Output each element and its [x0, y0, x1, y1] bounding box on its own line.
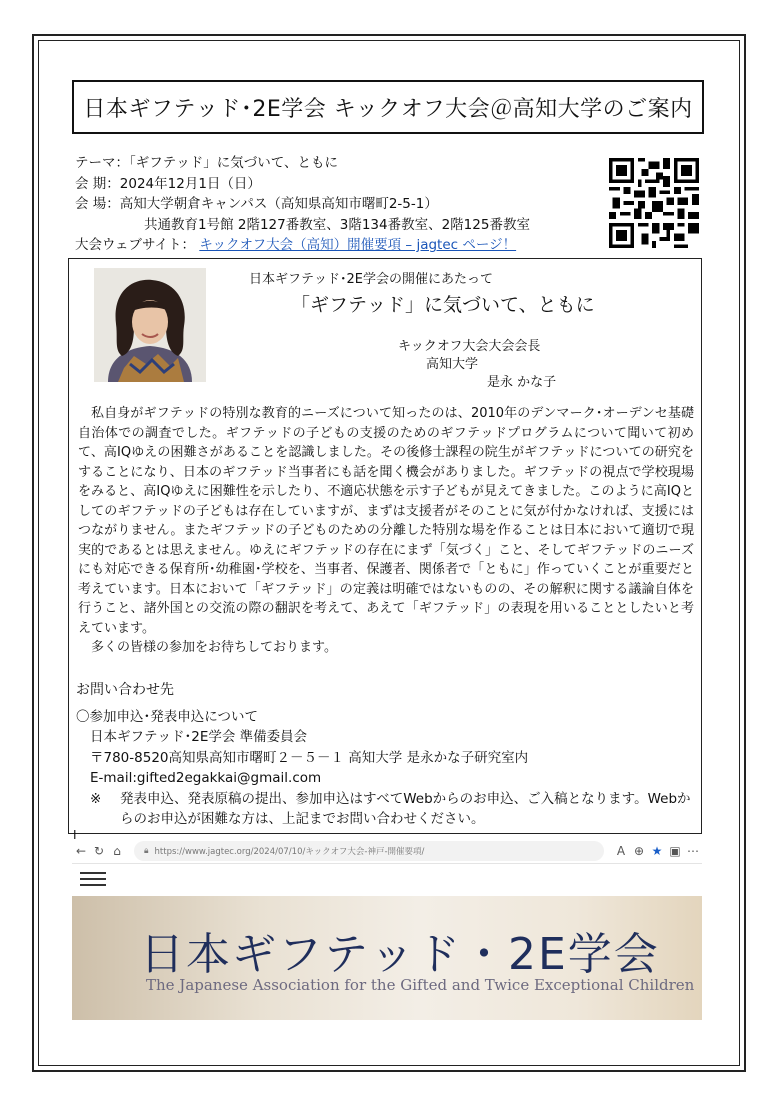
message-paragraph: 多くの皆様の参加をお待ちしております。 — [91, 640, 337, 655]
contact-heading: お問い合わせ先 — [76, 682, 174, 698]
event-info — [75, 153, 530, 256]
portrait-photo — [94, 268, 206, 382]
banner-subtitle: The Japanese Association for the Gifted and Twice Exceptional Children — [146, 976, 695, 994]
contact-section — [76, 680, 696, 830]
collections-icon[interactable]: ▣ — [669, 843, 681, 858]
note-mark: ※ — [90, 790, 102, 807]
contact-organization: 日本ギフテッド･2E学会 準備委員会 — [90, 729, 308, 745]
lock-icon: 🔒︎ — [144, 845, 149, 856]
event-date: 会 期：2024年12月1日（日） — [75, 175, 261, 192]
message-subheading: 日本ギフテッド･2E学会の開催にあたって — [249, 272, 493, 287]
event-website — [75, 235, 530, 256]
address-bar[interactable] — [134, 841, 604, 861]
contact-address: 〒780-8520高知県高知市曙町２－５－１ 高知大学 是永かな子研究室内 — [90, 749, 529, 766]
qr-code[interactable] — [609, 158, 699, 248]
contact-subheading: 〇参加申込･発表申込について — [76, 708, 258, 725]
event-rooms: 共通教育1号館 2階127番教室、3階134番教室、2階125番教室 — [144, 216, 530, 233]
website-label: 大会ウェブサイト： — [75, 237, 196, 253]
message-heading: 「ギフテッド」に気づいて、ともに — [291, 294, 595, 316]
refresh-icon[interactable]: ↻ — [93, 843, 105, 858]
address-url: https://www.jagtec.org/2024/07/10/キックオフ大会-神戸-開催要項/ — [154, 846, 425, 857]
website-link[interactable]: キックオフ大会（高知）開催要項 – jagtec ページ！ — [199, 237, 517, 253]
cursor-mark-icon: I — [73, 828, 77, 842]
note-text: 発表申込、発表原稿の提出、参加申込はすべてWebからのお申込、ご入稿となります。Webからのお申込が困難な方は、上記までお問い合わせください。 — [120, 790, 691, 827]
contact-email[interactable]: E-mail:gifted2egakkai@gmail.com — [90, 770, 322, 786]
zoom-icon[interactable]: ⊕ — [633, 843, 645, 858]
back-arrow-icon[interactable]: ← — [75, 843, 87, 858]
hamburger-menu-icon[interactable] — [80, 872, 106, 886]
event-theme: テーマ：「ギフテッド」に気づいて、ともに — [75, 155, 338, 171]
message-body — [78, 404, 694, 658]
more-menu-icon[interactable]: ⋯ — [687, 843, 699, 858]
banner-title: 日本ギフテッド・2E学会 — [140, 929, 660, 980]
signature-organization: 高知大学 — [426, 357, 479, 372]
signature-role: キックオフ大会大会会長 — [398, 339, 541, 354]
event-venue: 会 場：高知大学朝倉キャンパス（高知県高知市曙町2-5-1） — [75, 196, 438, 212]
browser-toolbar — [72, 838, 702, 864]
home-icon[interactable]: ⌂ — [113, 843, 121, 858]
read-aloud-icon[interactable]: A — [616, 843, 626, 858]
document-title: 日本ギフテッド･2E学会 キックオフ大会＠高知大学のご案内 — [72, 80, 704, 134]
signature-name: 是永 かな子 — [487, 375, 557, 390]
message-paragraph: 私自身がギフテッドの特別な教育的ニーズについて知ったのは、2010年のデンマーク･オーデンセ基礎自治体での調査でした。ギフテッドの子どもの支援のためのギフテッドプログラムについて聞いて初めて、高IQゆえの困難さがあることを認識しました。その後修士課程の院生がギフテッドについての研究をすることになり、日本のギフテッド当事者にも話を聞く機会がありました。ギフテッドの視点で学校現場をみると、高IQゆえに困難性を示したり、不適応状態を示す子どもが見えてきました。このように高IQとしてのギフテッドの子どもは存在していますが、まずは支援者がそのことに気が付かなければ、支援にはつながりません。またギフテッドの子どものための分離した特別な場を作ることは日本において適切で現実的であるとは思えません。ゆえにギフテッドの存在にまず「気づく」こと、そしてギフテッドのニーズにも対応できる保育所･幼稚園･学校を、当事者、保護者、関係者で「ともに」作っていくことが重要だと考えています。日本において「ギフテッド」の定義は明確ではないものの、その解釈に関する議論自体を行うこと、諸外国との交流の際の翻訳を考えて、あえて「ギフテッド」の表現を用いることとしたいと考えています。 — [78, 406, 694, 636]
site-banner — [72, 896, 702, 1020]
contact-note — [76, 789, 696, 830]
favorite-star-icon[interactable]: ★ — [651, 843, 663, 858]
